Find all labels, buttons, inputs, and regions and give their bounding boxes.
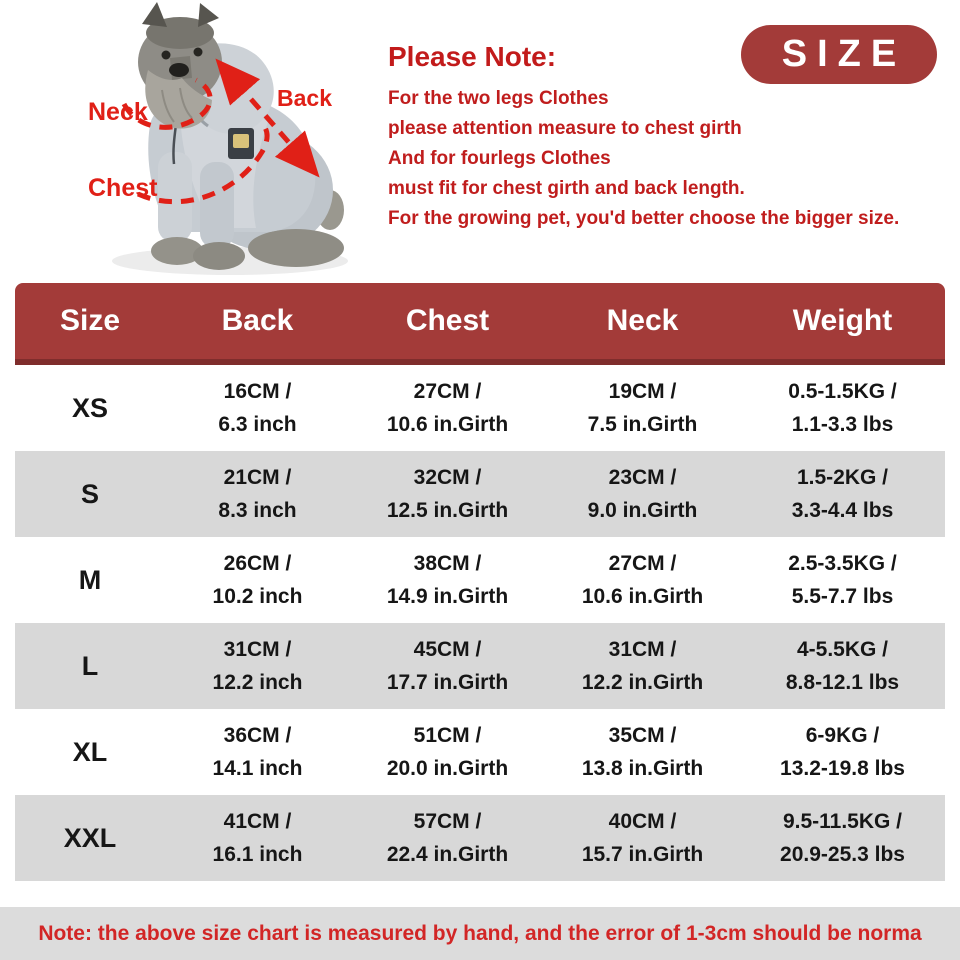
cell-line: 1.1-3.3 lbs: [791, 413, 894, 436]
size-cell: L: [81, 650, 99, 681]
note-title: Please Note:: [388, 41, 557, 72]
cell-line: 16.1 inch: [212, 843, 303, 866]
weight-cell: [740, 537, 945, 623]
cell-line: 35CM /: [608, 724, 677, 747]
cell-line: 31CM /: [608, 638, 677, 661]
cell-line: 15.7 in.Girth: [581, 843, 704, 866]
cell-line: 3.3-4.4 lbs: [791, 499, 894, 522]
size-cell: XS: [71, 392, 109, 423]
back-cell: [165, 623, 350, 709]
note-line: For the two legs Clothes: [388, 88, 609, 109]
cell-line: 7.5 in.Girth: [587, 413, 698, 436]
cell-line: 9.0 in.Girth: [587, 499, 698, 522]
weight-cell: [740, 451, 945, 537]
cell-line: 12.2 inch: [212, 671, 303, 694]
cell-line: 22.4 in.Girth: [386, 843, 509, 866]
cell-line: 21CM /: [223, 466, 292, 489]
note-line: For the growing pet, you'd better choose the bigger size.: [388, 208, 900, 229]
dog-measurement-diagram: [30, 0, 370, 285]
cell-line: 36CM /: [223, 724, 292, 747]
column-header-size: Size: [15, 283, 165, 362]
footer-note-bar: [0, 907, 960, 960]
cell-line: 4-5.5KG /: [796, 638, 889, 661]
neck-cell: [545, 451, 740, 537]
cell-line: 13.8 in.Girth: [581, 757, 704, 780]
cell-line: 12.2 in.Girth: [581, 671, 704, 694]
cell-line: 26CM /: [223, 552, 292, 575]
cell-line: 51CM /: [413, 724, 482, 747]
column-header-neck: Neck: [545, 283, 740, 362]
dog-illustration: [112, 2, 348, 275]
back-cell: [165, 709, 350, 795]
chest-cell: [350, 795, 545, 881]
cell-line: 8.3 inch: [218, 499, 297, 522]
cell-line: 2.5-3.5KG /: [788, 552, 897, 575]
cell-line: 10.6 in.Girth: [581, 585, 704, 608]
weight-cell: [740, 362, 945, 451]
neck-cell: [545, 795, 740, 881]
cell-line: 14.9 in.Girth: [386, 585, 509, 608]
neck-cell: [545, 362, 740, 451]
cell-line: 38CM /: [413, 552, 482, 575]
back-cell: [165, 362, 350, 451]
cell-line: 19CM /: [608, 380, 677, 403]
chest-cell: [350, 451, 545, 537]
size-cell: S: [80, 478, 99, 509]
size-table: [15, 283, 945, 881]
cell-line: 57CM /: [413, 810, 482, 833]
cell-line: 12.5 in.Girth: [386, 499, 509, 522]
cell-line: 1.5-2KG /: [796, 466, 889, 489]
chest-cell: [350, 623, 545, 709]
cell-line: 6.3 inch: [218, 413, 297, 436]
chest-label: Chest: [88, 174, 158, 202]
cell-line: 5.5-7.7 lbs: [791, 585, 894, 608]
size-cell: XL: [72, 736, 108, 767]
cell-line: 17.7 in.Girth: [386, 671, 509, 694]
cell-line: 16CM /: [223, 380, 292, 403]
cell-line: 0.5-1.5KG /: [788, 380, 897, 403]
neck-cell: [545, 709, 740, 795]
table-row-s: [15, 451, 945, 537]
size-cell: M: [78, 564, 102, 595]
note-line: please attention measure to chest girth: [388, 118, 742, 139]
cell-line: 6-9KG /: [805, 724, 880, 747]
column-header-chest: Chest: [350, 283, 545, 362]
cell-line: 10.6 in.Girth: [386, 413, 509, 436]
back-cell: [165, 795, 350, 881]
note-line: must fit for chest girth and back length.: [388, 178, 745, 199]
cell-line: 9.5-11.5KG /: [782, 810, 903, 833]
cell-line: 41CM /: [223, 810, 292, 833]
cell-line: 10.2 inch: [212, 585, 303, 608]
cell-line: 20.0 in.Girth: [386, 757, 509, 780]
back-cell: [165, 537, 350, 623]
neck-cell: [545, 623, 740, 709]
table-row-m: [15, 537, 945, 623]
column-header-weight: Weight: [740, 283, 945, 362]
cell-line: 14.1 inch: [212, 757, 303, 780]
size-cell: XXL: [63, 822, 117, 853]
neck-label: Neck: [88, 98, 148, 126]
table-row-xl: [15, 709, 945, 795]
cell-line: 45CM /: [413, 638, 482, 661]
weight-cell: [740, 709, 945, 795]
back-label: Back: [277, 85, 332, 111]
cell-line: 27CM /: [608, 552, 677, 575]
note-line: And for fourlegs Clothes: [388, 148, 611, 169]
chest-cell: [350, 362, 545, 451]
chest-cell: [350, 709, 545, 795]
table-row-xs: [15, 362, 945, 451]
back-cell: [165, 451, 350, 537]
table-row-l: [15, 623, 945, 709]
chest-cell: [350, 537, 545, 623]
weight-cell: [740, 623, 945, 709]
cell-line: 32CM /: [413, 466, 482, 489]
neck-cell: [545, 537, 740, 623]
footer-note: Note: the above size chart is measured by hand, and the error of 1-3cm should be norma: [38, 921, 922, 945]
cell-line: 8.8-12.1 lbs: [785, 671, 900, 694]
table-header-row: [15, 283, 945, 362]
table-row-xxl: [15, 795, 945, 881]
size-badge: [741, 25, 937, 84]
cell-line: 31CM /: [223, 638, 292, 661]
weight-cell: [740, 795, 945, 881]
column-header-back: Back: [165, 283, 350, 362]
cell-line: 23CM /: [608, 466, 677, 489]
cell-line: 40CM /: [608, 810, 677, 833]
cell-line: 20.9-25.3 lbs: [780, 843, 905, 866]
size-badge-label: SIZE: [781, 33, 907, 75]
cell-line: 27CM /: [413, 380, 482, 403]
cell-line: 13.2-19.8 lbs: [780, 757, 905, 780]
